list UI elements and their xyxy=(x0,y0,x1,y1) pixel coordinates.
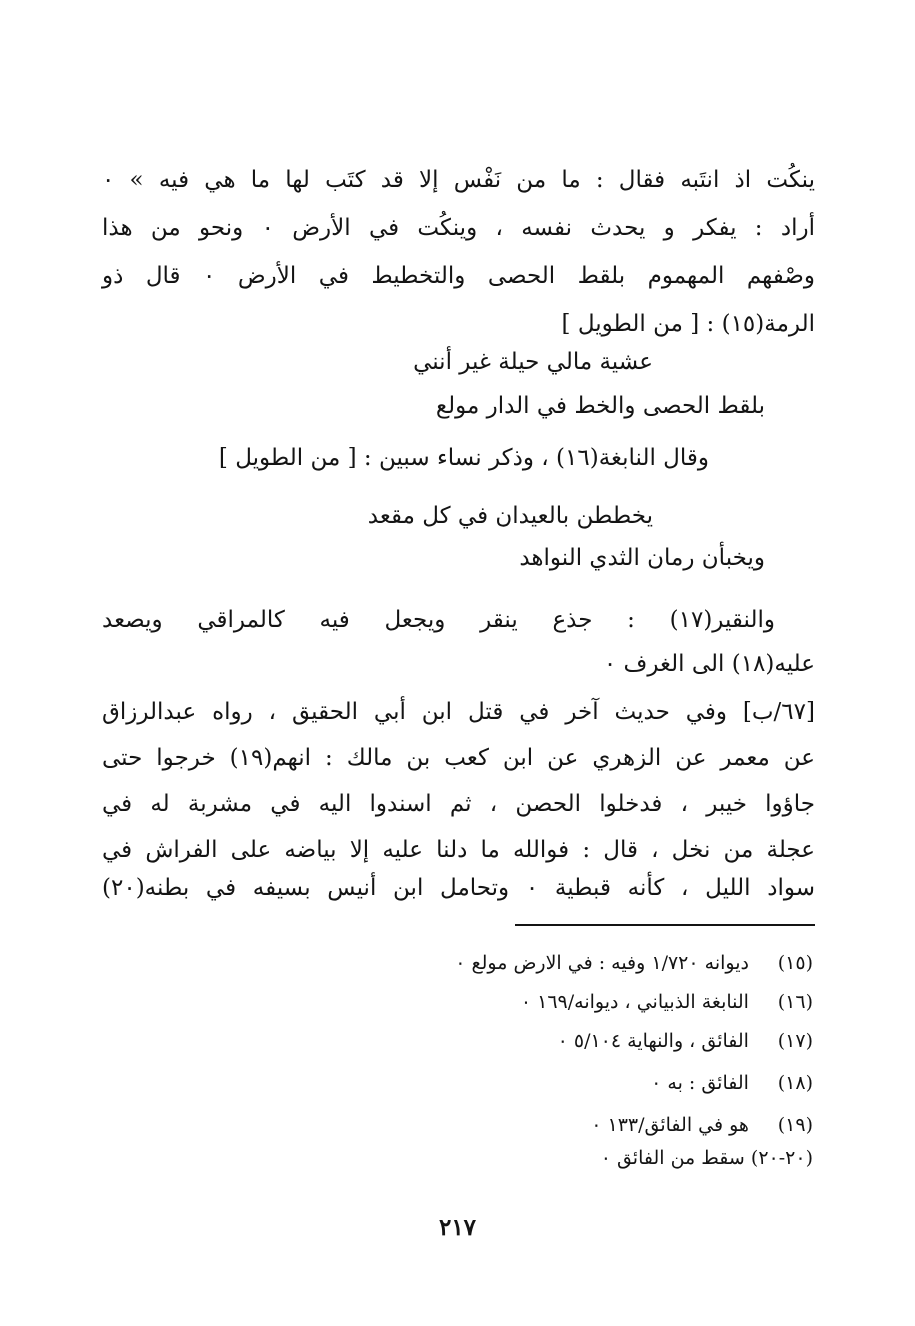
footnote-number: (١٩) xyxy=(777,1114,813,1136)
text-line: عليه(١٨) الى الغرف ٠ xyxy=(603,651,815,677)
text-line: وصْفهم المهموم بلقط الحصى والتخطيط في الأرض ٠ قال ذو xyxy=(102,263,816,289)
text-line: [٦٧/ب] وفي حديث آخر في قتل ابن أبي الحقيق ، رواه عبدالرزاق xyxy=(102,699,815,725)
footnote-text: النابغة الذبياني ، ديوانه/١٦٩ ٠ xyxy=(520,991,749,1013)
footnote-number: (٢٠-٢٠) xyxy=(750,1147,813,1169)
footnote xyxy=(601,1141,813,1175)
footnote-text: الفائق : به ٠ xyxy=(651,1072,749,1094)
text-line: عن معمر عن الزهري عن ابن كعب بن مالك : انهم(١٩) خرجوا حتى xyxy=(102,745,815,771)
footnote-number: (١٥) xyxy=(777,952,813,974)
verse-line: يخططن بالعيدان في كل مقعد xyxy=(367,503,653,529)
poet-intro: وقال النابغة(١٦) ، وذكر نساء سبين : [ من الطويل ] xyxy=(218,445,709,471)
text-line: الرمة(١٥) : [ من الطويل ] xyxy=(561,311,815,337)
footnote xyxy=(591,1108,813,1142)
verse-line: ويخبأن رمان الثدي النواهد xyxy=(519,545,765,571)
footnote xyxy=(455,946,813,980)
verse-line: عشية مالي حيلة غير أنني xyxy=(413,349,653,375)
footnote-text: هو في الفائق/١٣٣ ٠ xyxy=(591,1114,749,1136)
footnote xyxy=(651,1066,813,1100)
text-line: سواد الليل ، كأنه قبطية ٠ وتحامل ابن أنيس بسيفه في بطنه(٢٠) xyxy=(102,875,815,901)
text-line: عجلة من نخل ، قال : فوالله ما دلنا عليه إلا بياضه على الفراش في xyxy=(102,837,815,863)
footnote-text: الفائق ، والنهاية ٥/١٠٤ ٠ xyxy=(557,1030,749,1052)
footnote-text: ديوانه ١/٧٢٠ وفيه : في الارض مولع ٠ xyxy=(455,952,749,974)
footnote xyxy=(558,1024,813,1058)
footnote xyxy=(521,985,813,1019)
verse-line: بلقط الحصى والخط في الدار مولع xyxy=(435,393,765,419)
footnote-number: (١٨) xyxy=(777,1072,813,1094)
footnote-divider xyxy=(515,924,815,926)
text-line: ينكُت اذ انتَبه فقال : ما من نَفْس إلا قد كتَب لها ما هي فيه » ٠ xyxy=(102,167,815,193)
footnote-text: سقط من الفائق ٠ xyxy=(600,1147,745,1169)
footnote-number: (١٧) xyxy=(777,1030,813,1052)
text-line: أراد : يفكر و يحدث نفسه ، وينكُت في الأرض ٠ ونحو من هذا xyxy=(102,215,815,241)
footnote-number: (١٦) xyxy=(777,991,813,1013)
page-number: ٢١٧ xyxy=(438,1214,477,1241)
text-line: والنقير(١٧) : جذع ينقر ويجعل فيه كالمراقي ويصعد xyxy=(102,607,775,633)
text-line: جاؤوا خيبر ، فدخلوا الحصن ، ثم اسندوا اليه في مشربة له في xyxy=(102,791,815,817)
